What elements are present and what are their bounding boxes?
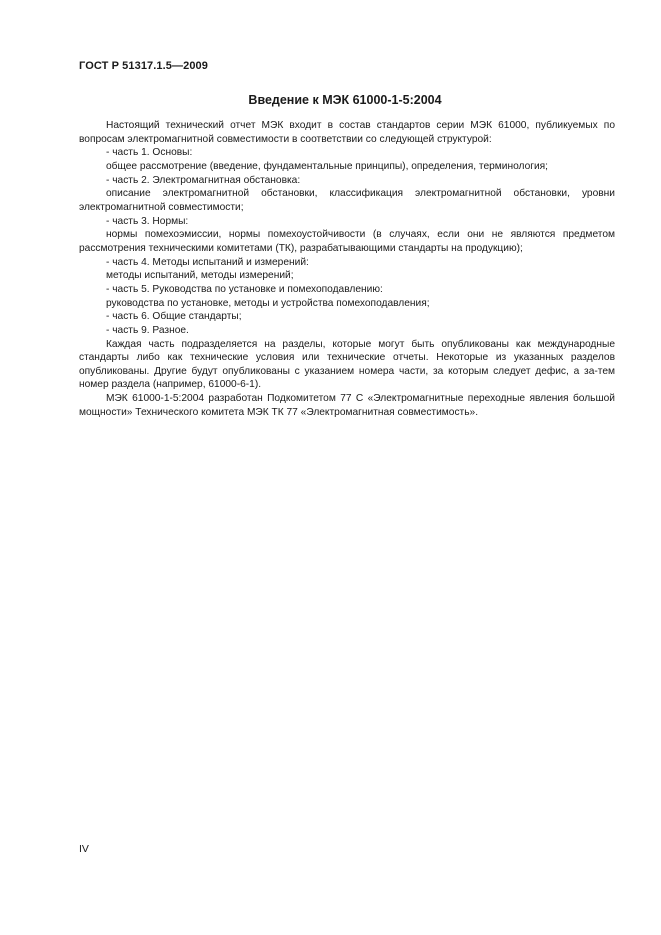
list-item-part-3-desc: нормы помехоэмиссии, нормы помехоустойчивости (в случаях, если они не являются предметом рассмотрения техническими комитетами (ТК), разрабатывающими стандарты на продукцию); (79, 229, 615, 254)
list-item-part-9: - часть 9. Разное. (106, 324, 189, 336)
document-body (79, 119, 615, 419)
list-item-part-5-desc: руководства по установке, методы и устройства помехоподавления; (106, 297, 430, 309)
document-header: ГОСТ Р 51317.1.5—2009 (79, 60, 208, 72)
section-title: Введение к МЭК 61000-1-5:2004 (248, 93, 442, 107)
list-item-part-2-desc: описание электромагнитной обстановки, классификация электромагнитной обстановки, уровни электромагнитной совместимости; (79, 188, 615, 213)
paragraph-origin: МЭК 61000-1-5:2004 разработан Подкомитетом 77 С «Электромагнитные переходные явления большой мощности» Технического комитета МЭК ТК 77 «Электромагнитная совместимость». (79, 393, 615, 418)
list-item-part-4-desc: методы испытаний, методы измерений; (106, 270, 294, 282)
list-item-part-5: - часть 5. Руководства по установке и помехоподавлению: (106, 283, 383, 295)
list-item-part-4: - часть 4. Методы испытаний и измерений: (106, 256, 309, 268)
list-item-part-3: - часть 3. Нормы: (106, 215, 189, 227)
page-number: IV (79, 843, 89, 855)
paragraph-subdivision: Каждая часть подразделяется на разделы, которые могут быть опубликованы как международные стандарты либо как технические условия или технические отчеты. Некоторые из указанных разделов опубликованы. Другие будут опубликованы с указанием номера части, за которым следует дефис, а за-тем номер раздела (например, 61000-6-1). (79, 338, 615, 391)
list-item-part-1-desc: общее рассмотрение (введение, фундаментальные принципы), определения, терминология; (106, 160, 549, 172)
list-item-part-6: - часть 6. Общие стандарты; (106, 311, 242, 323)
paragraph-intro: Настоящий технический отчет МЭК входит в состав стандартов серии МЭК 61000, публикуемых по вопросам электромагнитной совместимости в соответствии со следующей структурой: (79, 120, 615, 145)
list-item-part-1: - часть 1. Основы: (106, 147, 193, 159)
list-item-part-2: - часть 2. Электромагнитная обстановка: (106, 174, 301, 186)
